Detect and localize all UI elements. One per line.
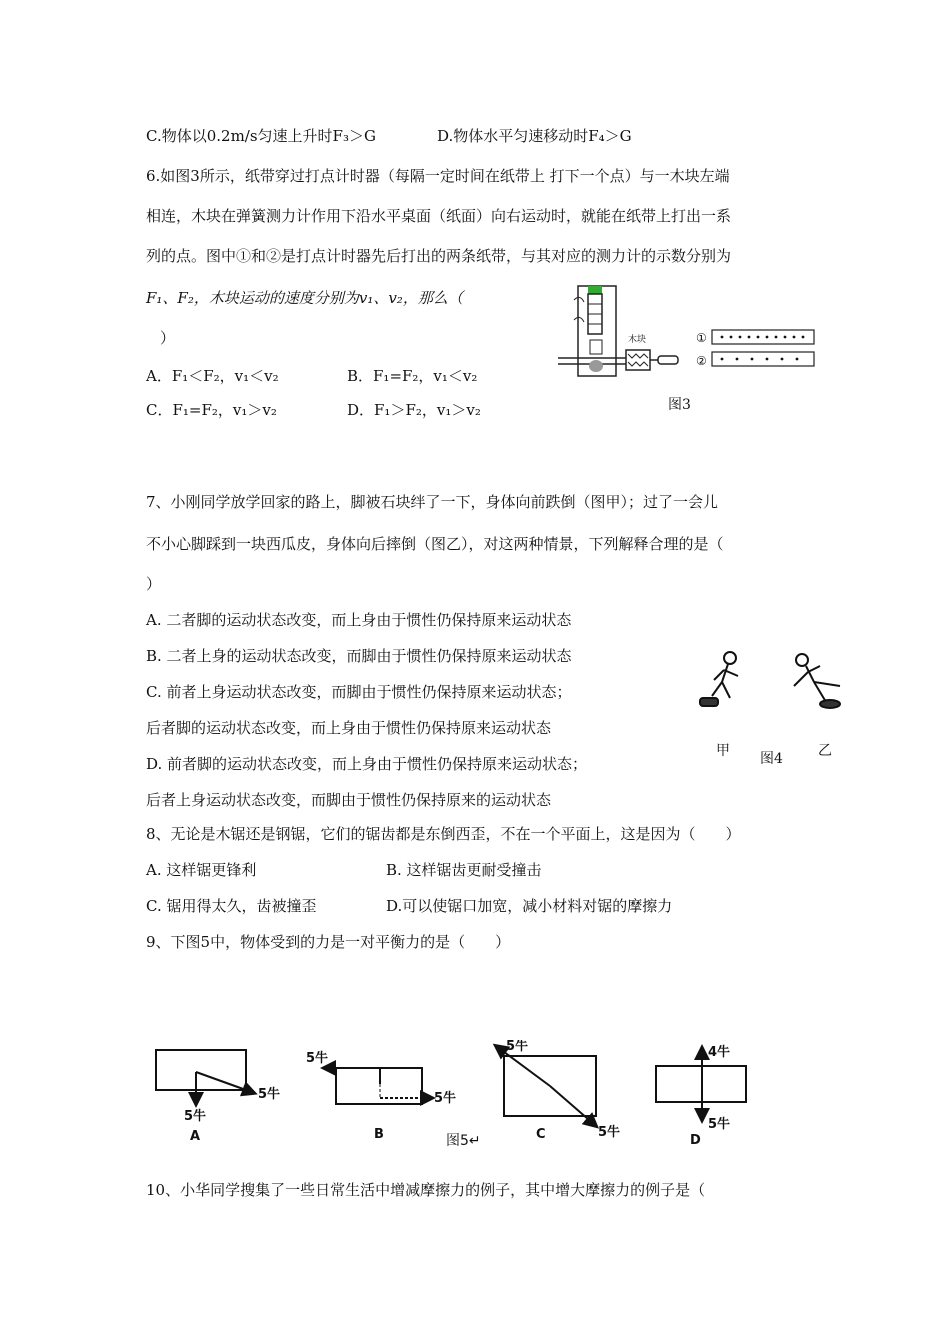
figure-3-block-label: 木块 [628,335,647,345]
force-d-down: 5牛 [708,1117,731,1132]
q9-stem: 9、下图5中，物体受到的力是一对平衡力的是（ ） [146,933,511,951]
q6-stem-line5: ） [160,329,176,347]
tape-1-label: ① [696,331,707,345]
q7-stem-line3: ） [146,575,162,593]
q7-option-d-line2: 后者上身运动状态改变，而脚由于惯性仍保持原来的运动状态 [146,791,552,809]
q6-option-d: D．F₁＞F₂，v₁＞v₂ [347,401,481,419]
q8-option-a: A. 这样锯更锋利 [146,861,257,879]
q7-option-c-line2: 后者脚的运动状态改变，而上身由于惯性仍保持原来运动状态 [146,719,552,737]
q8-option-c: C. 锯用得太久，齿被撞歪 [146,897,317,915]
diagram-b [306,1050,456,1142]
q8-stem: 8、无论是木锯还是钢锯，它们的锯齿都是东倒西歪，不在一个平面上，这是因为（ ） [146,825,741,843]
figure-4-caption: 图4 [760,751,783,767]
q8-option-b: B. 这样锯齿更耐受撞击 [386,861,542,879]
figure-4-label-yi: 乙 [818,743,832,759]
q7-option-d-line1: D. 前者脚的运动状态改变，而上身由于惯性仍保持原来运动状态； [146,755,588,773]
label-c: C [536,1127,546,1142]
q7-stem-line1: 7、小刚同学放学回家的路上，脚被石块绊了一下，身体向前跌倒（图甲）；过了一会儿 [146,493,719,511]
diagram-a [156,1050,280,1144]
q6-stem-line2: 相连，木块在弹簧测力计作用下沿水平桌面（纸面）向右运动时，就能在纸带上打出一系 [146,207,732,225]
q7-option-b: B. 二者上身的运动状态改变，而脚由于惯性仍保持原来运动状态 [146,647,572,665]
diagram-c [496,1040,620,1142]
figure-5-caption: 图5↵ [446,1133,481,1149]
label-a: A [190,1129,201,1144]
force-a-right: 5牛 [258,1087,281,1102]
tape-2-label: ② [696,354,707,368]
figure-3-caption: 图3 [668,397,691,413]
label-b: B [374,1127,384,1142]
figure-4-falling-people [690,646,865,716]
diagram-d [656,1044,746,1148]
q7-stem-line2: 不小心脚踩到一块西瓜皮，身体向后摔倒（图乙），对这两种情景，下列解释合理的是（ [146,535,724,553]
force-a-down: 5牛 [184,1109,207,1124]
force-c-down: 5牛 [598,1125,621,1140]
q6-stem-line4: F₁、F₂，木块运动的速度分别为v₁、v₂，那么（ [146,289,463,307]
force-c-up: 5牛 [506,1040,529,1054]
q6-option-b: B．F₁=F₂，v₁＜v₂ [347,367,478,385]
q7-option-a: A. 二者脚的运动状态改变，而上身由于惯性仍保持原来运动状态 [146,611,572,629]
figure-yi-person [794,654,840,708]
q6-stem-line3: 列的点。图中①和②是打点计时器先后打出的两条纸带，与其对应的测力计的示数分别为 [146,247,732,265]
q8-option-d: D.可以使锯口加宽，减小材料对锯的摩擦力 [386,897,673,915]
figure-4-label-jia: 甲 [716,743,730,759]
q6-option-c: C．F₁=F₂，v₁＞v₂ [146,401,277,419]
q6-option-a: A．F₁＜F₂，v₁＜v₂ [146,367,279,385]
force-b-right: 5牛 [434,1091,457,1106]
force-d-up: 4牛 [708,1045,731,1060]
figure-3-ticker-timer [556,282,818,382]
q10-stem: 10、小华同学搜集了一些日常生活中增减摩擦力的例子，其中增大摩擦力的例子是（ [146,1181,706,1199]
q6-stem-line1: 6.如图3所示，纸带穿过打点计时器（每隔一定时间在纸带上 打下一个点）与一木块左端 [146,167,730,185]
q5-option-c: C.物体以0.2m/s匀速上升时F₃＞G [146,127,376,145]
label-d: D [690,1133,701,1148]
q7-option-c-line1: C. 前者上身运动状态改变，而脚由于惯性仍保持原来运动状态； [146,683,572,701]
force-b-left: 5牛 [306,1051,329,1066]
q5-option-d: D.物体水平匀速移动时F₄＞G [437,127,632,145]
figure-jia-person [700,652,738,706]
